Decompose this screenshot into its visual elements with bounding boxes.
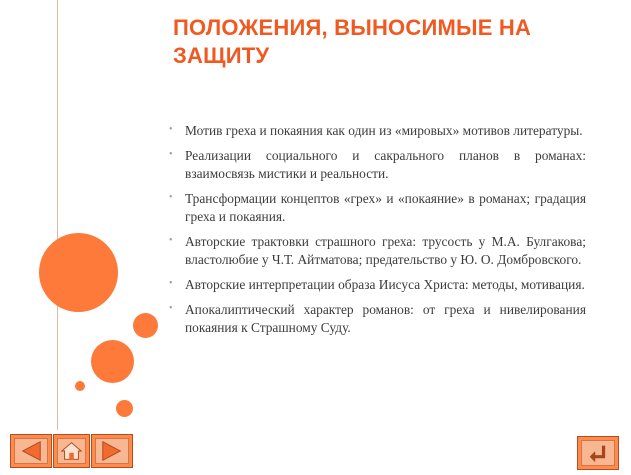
previous-slide-button[interactable] [10,434,52,468]
house-icon [58,439,85,463]
decorative-circle-tiny [75,381,85,391]
decorative-circle-medium [91,340,134,383]
home-button[interactable] [53,434,90,468]
bullet-item [168,190,586,226]
slide-title: ПОЛОЖЕНИЯ, ВЫНОСИМЫЕ НА ЗАЩИТУ [173,15,532,68]
bullet-item [168,233,586,269]
decorative-circle-small [133,313,158,338]
return-button-face [581,440,615,466]
bullet-item [168,276,586,294]
bullet-marker: • [169,278,173,289]
bullet-item [168,301,586,337]
bullet-text: Авторские трактовки страшного греха: трусость у М.А. Булгакова; властолюбие у Ч.Т. Айтматова; предательство у Ю. О. Домбровского. [185,234,586,267]
next-button-face [95,438,129,464]
decorative-circle-small [116,400,133,417]
bullet-text: Трансформации концептов «грех» и «покаяние» в романах; градация греха и покаяния. [185,191,586,224]
decorative-circle-large [39,233,118,312]
return-arrow-icon [582,441,614,465]
next-slide-button[interactable] [91,434,133,468]
bullet-text: Реализации социального и сакрального планов в романах: взаимосвязь мистики и реальности. [185,148,586,181]
vertical-divider-line [57,0,58,430]
bullet-text: Апокалиптический характер романов: от греха и нивелирования покаяния к Страшному Суду. [185,302,586,335]
triangle-right-icon [96,439,128,463]
bullet-item [168,147,586,183]
previous-button-face [14,438,48,464]
bullet-marker: • [169,192,173,203]
bullet-text: Авторские интерпретации образа Иисуса Христа: методы, мотивация. [185,277,585,292]
bullet-list [168,122,586,344]
return-button[interactable] [577,436,619,470]
triangle-left-icon [15,439,47,463]
bullet-marker: • [169,303,173,314]
home-button-face [57,438,86,464]
bullet-item [168,122,586,140]
bullet-marker: • [169,235,173,246]
bullet-text: Мотив греха и покаяния как один из «мировых» мотивов литературы. [185,123,583,138]
bullet-marker: • [169,149,173,160]
bullet-marker: • [169,124,173,135]
